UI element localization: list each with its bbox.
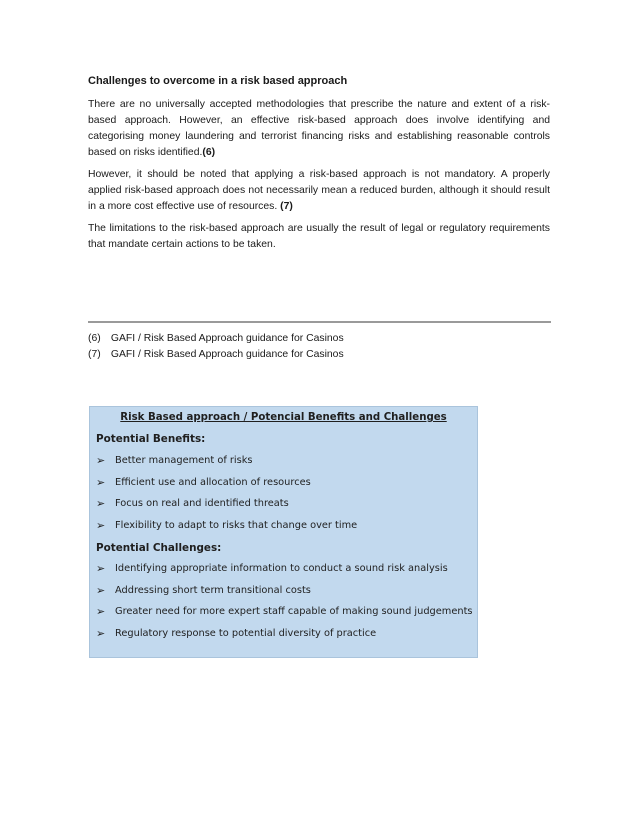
challenge-item [96,605,473,619]
paragraph-2-text: However, it should be noted that applying a risk-based approach is not mandatory. A properly applied risk-based approach does not necessarily mean a reduced burden, although it should result in a more cost effective use of resources. [88,169,550,212]
arrow-bullet-icon: ➢ [96,627,106,640]
arrow-bullet-icon: ➢ [96,476,106,489]
arrow-bullet-icon: ➢ [96,562,106,575]
benefit-text: Efficient use and allocation of resources [115,477,311,488]
arrow-bullet-icon: ➢ [96,584,106,597]
challenge-text: Addressing short term transitional costs [115,585,311,596]
footnote-divider [88,321,551,323]
footnote-text: GAFI / Risk Based Approach guidance for Casinos [110,349,344,360]
footnote-7 [88,347,550,363]
challenge-item [96,627,376,641]
main-text [88,74,550,259]
benefit-item [96,454,253,468]
paragraph-3-text: The limitations to the risk-based approach are usually the result of legal or regulatory requirements that mandate certain actions to be taken. [88,223,550,250]
benefits-heading: Potential Benefits: [96,433,206,445]
benefit-item [96,519,357,533]
challenge-text: Identifying appropriate information to conduct a sound risk analysis [115,563,448,574]
section-heading: Challenges to overcome in a risk based approach [88,75,348,87]
challenges-heading: Potential Challenges: [96,542,222,554]
footnote-number: (7) [88,349,101,360]
challenge-text: Greater need for more expert staff capable of making sound judgements [115,606,473,617]
benefit-text: Flexibility to adapt to risks that change over time [115,520,358,531]
arrow-bullet-icon: ➢ [96,497,106,510]
paragraph-1-text: There are no universally accepted methodologies that prescribe the nature and extent of a risk-based approach. However, an effective risk-based approach does involve identifying and categorising money laundering and terrorist financing risks and establishing reasonable controls based on risks identified. [88,99,550,158]
paragraph-2 [88,167,550,215]
box-title: Risk Based approach / Potencial Benefits and Challenges [120,412,447,423]
benefit-text: Better management of risks [115,455,253,466]
challenge-item [96,562,448,576]
paragraph-1 [88,97,550,161]
footnotes [88,331,550,363]
footnote-6 [88,331,550,347]
challenge-text: Regulatory response to potential diversity of practice [115,628,377,639]
challenge-item [96,584,311,598]
paragraph-3 [88,221,550,253]
footnote-number: (6) [88,333,101,344]
benefit-text: Focus on real and identified threats [115,498,289,509]
paragraph-2-ref: (7) [277,201,293,212]
arrow-bullet-icon: ➢ [96,519,106,532]
benefits-challenges-box [89,406,478,658]
benefit-item [96,476,311,490]
arrow-bullet-icon: ➢ [96,454,106,467]
paragraph-1-ref: (6) [202,147,216,158]
footnote-text: GAFI / Risk Based Approach guidance for Casinos [110,333,344,344]
arrow-bullet-icon: ➢ [96,605,106,618]
benefit-item [96,497,289,511]
